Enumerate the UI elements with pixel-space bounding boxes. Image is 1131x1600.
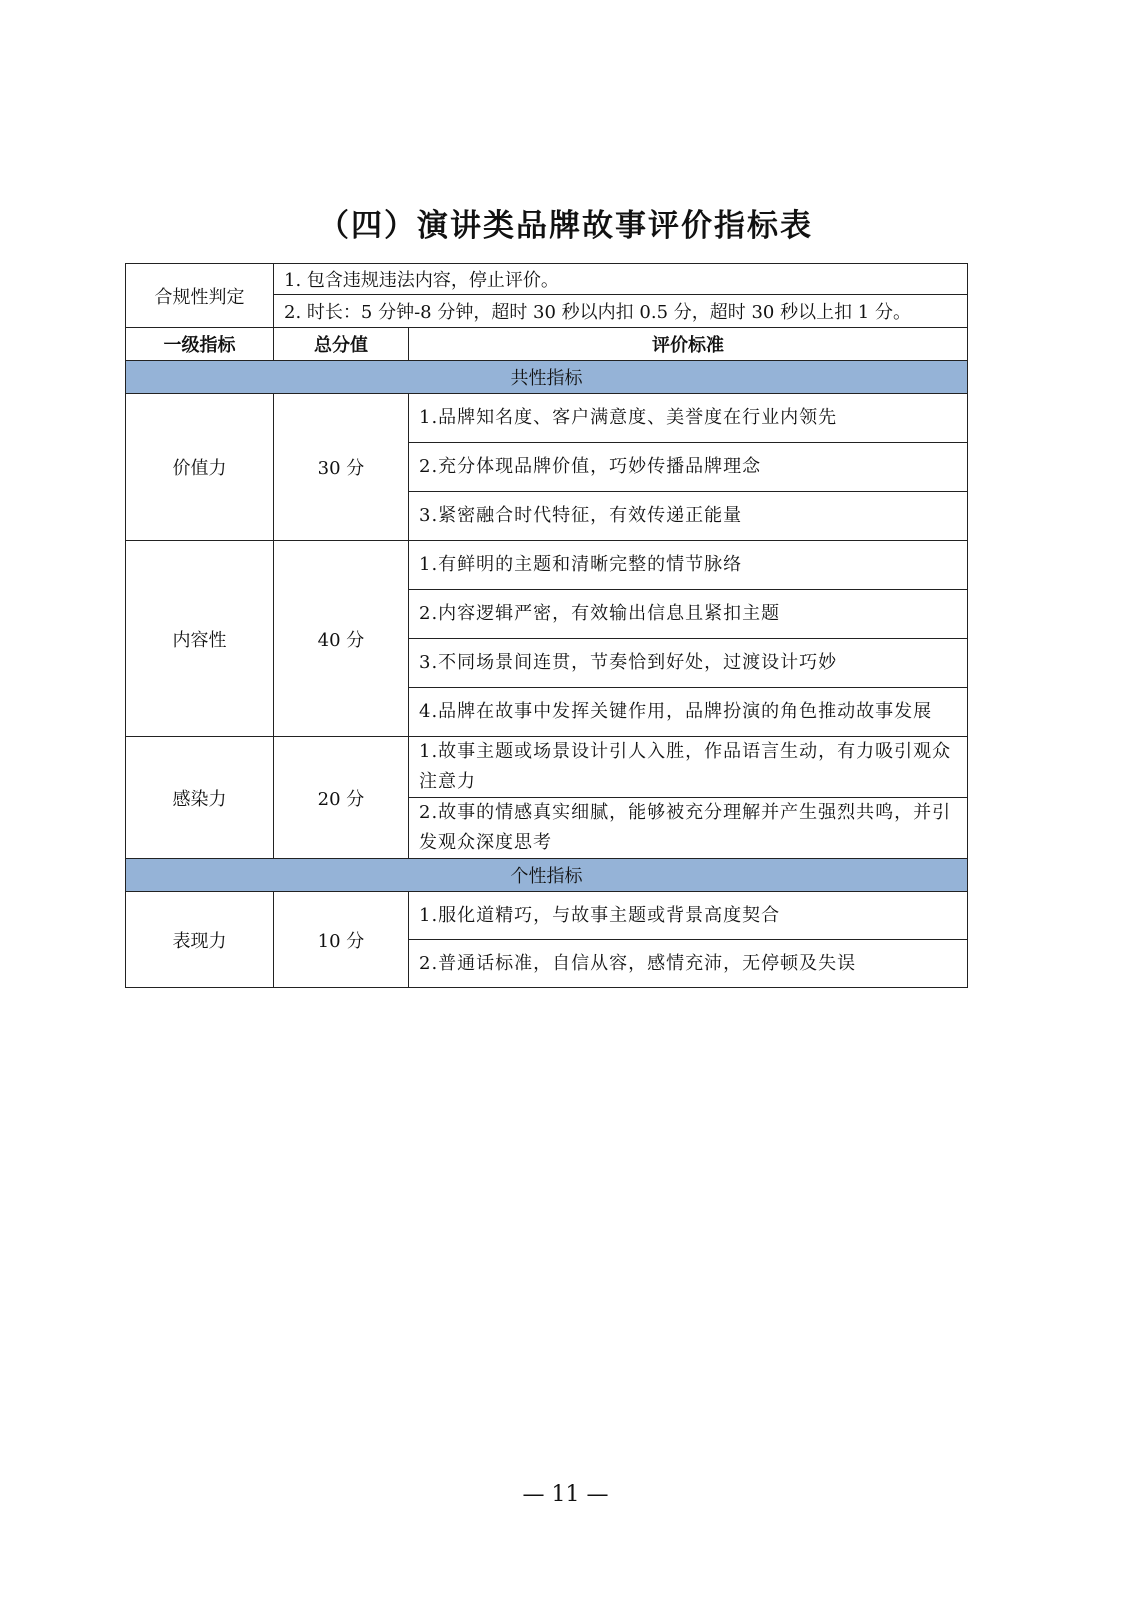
criteria-cell: 2.内容逻辑严密，有效输出信息且紧扣主题 <box>409 590 968 639</box>
criteria-cell: 3.紧密融合时代特征，有效传递正能量 <box>409 492 968 541</box>
indicator-cell: 表现力 <box>126 892 274 988</box>
compliance-label: 合规性判定 <box>126 264 274 328</box>
header-score: 总分值 <box>274 328 409 361</box>
compliance-rule: 2. 时长：5 分钟-8 分钟，超时 30 秒以内扣 0.5 分，超时 30 秒以上扣 1 分。 <box>274 295 968 328</box>
indicator-cell: 感染力 <box>126 737 274 859</box>
page-title: （四）演讲类品牌故事评价指标表 <box>318 208 813 244</box>
indicator-cell: 价值力 <box>126 394 274 541</box>
score-cell: 10 分 <box>274 892 409 988</box>
indicator-cell: 内容性 <box>126 541 274 737</box>
section-header-common: 共性指标 <box>126 361 968 394</box>
header-criteria: 评价标准 <box>409 328 968 361</box>
score-cell: 40 分 <box>274 541 409 737</box>
score-cell: 30 分 <box>274 394 409 541</box>
compliance-rule: 1. 包含违规违法内容，停止评价。 <box>274 264 968 295</box>
criteria-cell: 1.有鲜明的主题和清晰完整的情节脉络 <box>409 541 968 590</box>
criteria-cell: 1.故事主题或场景设计引人入胜，作品语言生动，有力吸引观众注意力 <box>409 737 968 798</box>
evaluation-table <box>125 263 968 988</box>
criteria-cell: 2.故事的情感真实细腻，能够被充分理解并产生强烈共鸣，并引发观众深度思考 <box>409 798 968 859</box>
section-header-individual: 个性指标 <box>126 859 968 892</box>
page-number: — 11 — <box>522 1482 609 1507</box>
criteria-cell: 4.品牌在故事中发挥关键作用，品牌扮演的角色推动故事发展 <box>409 688 968 737</box>
criteria-cell: 2.充分体现品牌价值，巧妙传播品牌理念 <box>409 443 968 492</box>
criteria-cell: 2.普通话标准，自信从容，感情充沛，无停顿及失误 <box>409 940 968 988</box>
score-cell: 20 分 <box>274 737 409 859</box>
criteria-cell: 1.品牌知名度、客户满意度、美誉度在行业内领先 <box>409 394 968 443</box>
header-indicator: 一级指标 <box>126 328 274 361</box>
criteria-cell: 1.服化道精巧，与故事主题或背景高度契合 <box>409 892 968 940</box>
criteria-cell: 3.不同场景间连贯，节奏恰到好处，过渡设计巧妙 <box>409 639 968 688</box>
